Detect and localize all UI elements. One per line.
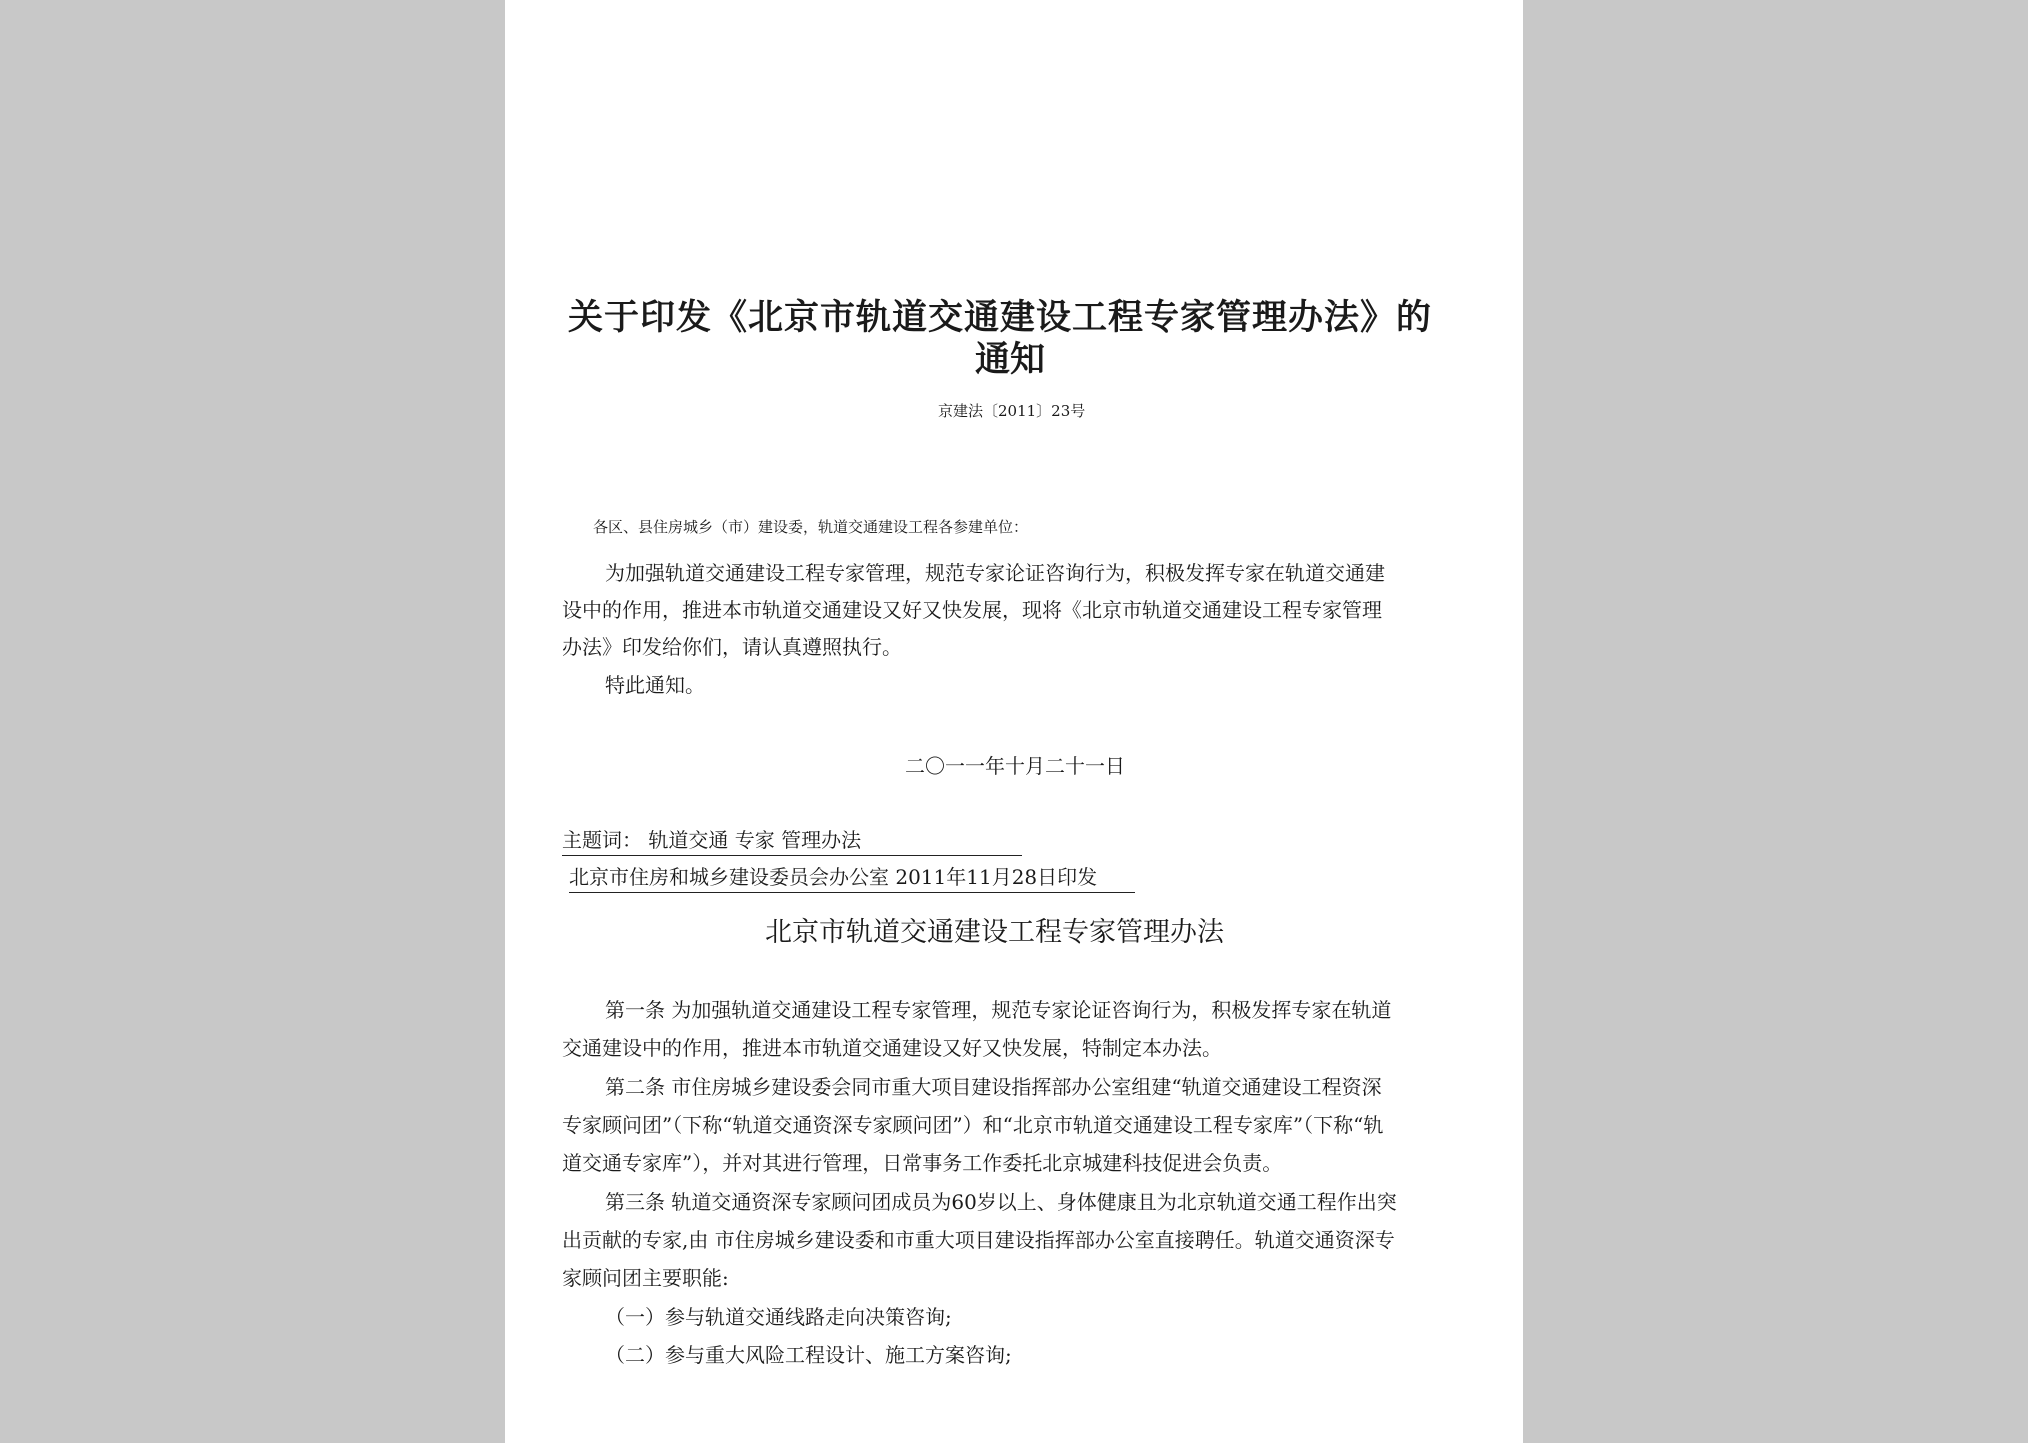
article2-line3: 道交通专家库”），并对其进行管理，日常事务工作委托北京城建科技促进会负责。 xyxy=(562,1151,1283,1175)
article1-line2: 交通建设中的作用，推进本市轨道交通建设又好又快发展，特制定本办法。 xyxy=(562,1036,1222,1060)
article2-line1: 第二条 市住房城乡建设委会同市重大项目建设指挥部办公室组建“轨道交通建设工程资深 xyxy=(605,1075,1382,1099)
subject-words: 主题词： 轨道交通 专家 管理办法 xyxy=(562,824,1022,856)
issuer-line: 北京市住房和城乡建设委员会办公室 2011年11月28日印发 xyxy=(569,861,1135,893)
notice-date: 二〇一一年十月二十一日 xyxy=(905,754,1125,778)
measures-title: 北京市轨道交通建设工程专家管理办法 xyxy=(765,917,1224,948)
article3-line1: 第三条 轨道交通资深专家顾问团成员为60岁以上、身体健康且为北京轨道交通工程作出突 xyxy=(605,1190,1397,1214)
notice-para1-line3: 办法》印发给你们，请认真遵照执行。 xyxy=(562,635,902,659)
article3-line2: 出贡献的专家,由 市住房城乡建设委和市重大项目建设指挥部办公室直接聘任。轨道交通资深专 xyxy=(562,1228,1395,1252)
document-page xyxy=(505,0,1523,1443)
addressee: 各区、县住房城乡（市）建设委，轨道交通建设工程各参建单位： xyxy=(593,518,1029,536)
notice-title-line1: 关于印发《北京市轨道交通建设工程专家管理办法》的 xyxy=(568,297,1433,338)
notice-title-line2: 通知 xyxy=(975,339,1046,380)
notice-para1-line1: 为加强轨道交通建设工程专家管理，规范专家论证咨询行为，积极发挥专家在轨道交通建 xyxy=(605,561,1385,585)
notice-para1-line2: 设中的作用，推进本市轨道交通建设又好又快发展，现将《北京市轨道交通建设工程专家管理 xyxy=(562,598,1382,622)
article2-line2: 专家顾问团”（下称“轨道交通资深专家顾问团”）和“北京市轨道交通建设工程专家库”（下称“轨 xyxy=(562,1113,1384,1137)
article1-line1: 第一条 为加强轨道交通建设工程专家管理，规范专家论证咨询行为，积极发挥专家在轨道 xyxy=(605,998,1392,1022)
article3-line3: 家顾问团主要职能: xyxy=(562,1266,729,1290)
document-number: 京建法〔2011〕23号 xyxy=(938,402,1086,420)
list-item-1: （一）参与轨道交通线路走向决策咨询; xyxy=(605,1305,952,1329)
notice-closing: 特此通知。 xyxy=(605,673,705,697)
list-item-2: （二）参与重大风险工程设计、施工方案咨询; xyxy=(605,1343,1012,1367)
